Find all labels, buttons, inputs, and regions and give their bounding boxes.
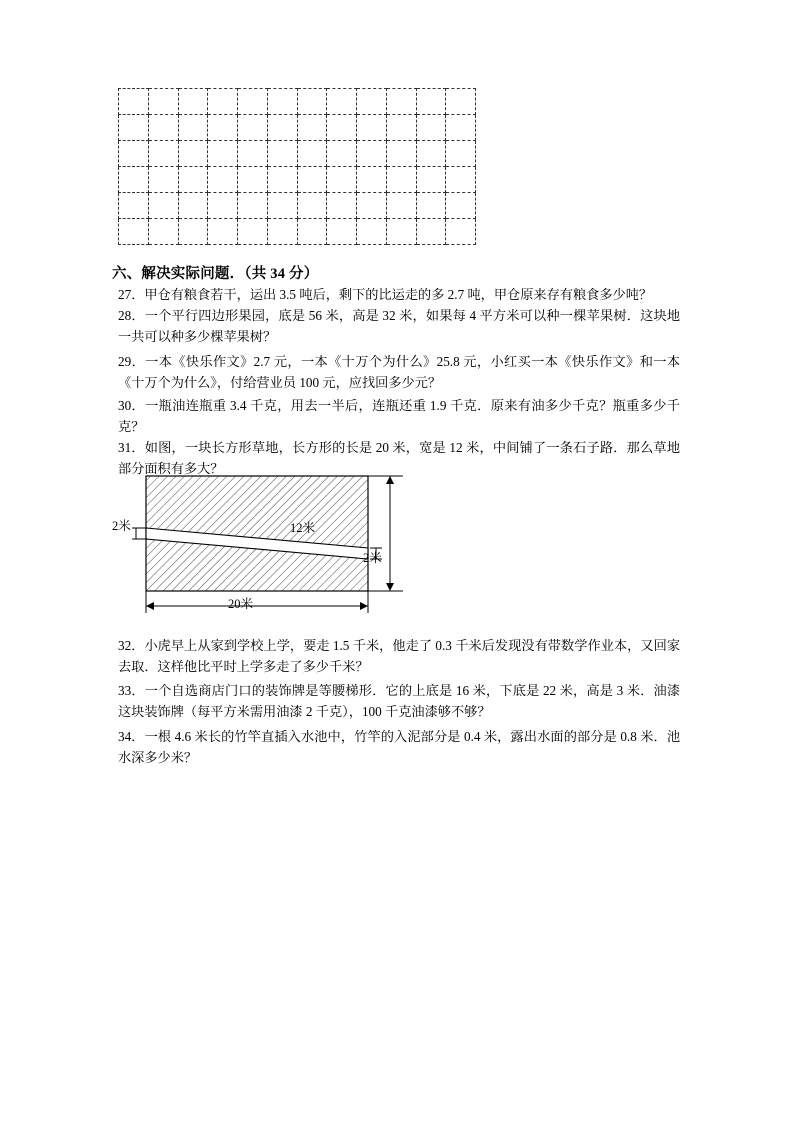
- grid-cell: [267, 89, 297, 115]
- question-32-text: 小虎早上从家到学校上学，要走 1.5 千米，他走了 0.3 千米后发现没有带数学作业本，又回家去取．这样他比平时上学多走了多少千米？: [118, 638, 681, 674]
- grid-cell: [238, 193, 268, 219]
- grid-cell: [119, 193, 149, 219]
- grid-cell: [357, 219, 387, 245]
- grid-cell: [267, 167, 297, 193]
- grid-cell: [238, 89, 268, 115]
- grid-cell: [208, 219, 238, 245]
- question-29: [118, 352, 680, 393]
- question-33: [118, 681, 680, 722]
- grid-cell: [148, 115, 178, 141]
- grid-cell: [119, 115, 149, 141]
- grid-row: [119, 89, 476, 115]
- grid-cell: [357, 89, 387, 115]
- grid-cell: [178, 167, 208, 193]
- grid-cell: [148, 219, 178, 245]
- grid-cell: [327, 219, 357, 245]
- section-heading: 六、解决实际问题．（共 34 分）: [112, 266, 319, 282]
- grid-cell: [238, 141, 268, 167]
- grid-cell: [327, 141, 357, 167]
- grid-row: [119, 167, 476, 193]
- grid-cell: [178, 219, 208, 245]
- grid-cell: [446, 193, 476, 219]
- question-34-number: 34．: [118, 729, 145, 744]
- grid-cell: [238, 219, 268, 245]
- grid-cell: [327, 193, 357, 219]
- grid-cell: [297, 89, 327, 115]
- grid-cell: [148, 193, 178, 219]
- lawn-figure-svg: [118, 466, 428, 616]
- grid-cell: [386, 193, 416, 219]
- grid-cell: [148, 89, 178, 115]
- question-34-text: 一根 4.6 米长的竹竿直插入水池中，竹竿的入泥部分是 0.4 米，露出水面的部分是 0.8 米．池水深多少米？: [118, 729, 681, 765]
- figure-label-height: 12米: [290, 521, 316, 535]
- figure-label-width: 20米: [228, 597, 254, 611]
- grid-cell: [267, 115, 297, 141]
- question-33-text: 一个自选商店门口的装饰牌是等腰梯形．它的上底是 16 米，下底是 22 米，高是 3 米．油漆这块装饰牌（每平方米需用油漆 2 千克），100 千克油漆够不够？: [118, 683, 681, 719]
- grid-cell: [208, 89, 238, 115]
- dashed-grid: [118, 88, 476, 238]
- grid-cell: [208, 141, 238, 167]
- question-32-number: 32．: [118, 638, 145, 653]
- question-30: [118, 396, 680, 437]
- grid-cell: [446, 89, 476, 115]
- question-31-text: 如图，一块长方形草地，长方形的长是 20 米，宽是 12 米，中间铺了一条石子路．那么草地部分面积有多大？: [118, 440, 681, 476]
- grid-cell: [416, 219, 446, 245]
- grid-cell: [297, 219, 327, 245]
- figure-label-left-top: 2米: [112, 519, 131, 533]
- question-28-number: 28．: [118, 308, 145, 323]
- grid-cell: [327, 167, 357, 193]
- grid-table: [118, 88, 476, 245]
- grid-cell: [148, 167, 178, 193]
- grid-cell: [386, 89, 416, 115]
- grid-cell: [386, 115, 416, 141]
- grid-cell: [386, 167, 416, 193]
- grid-row: [119, 115, 476, 141]
- grid-cell: [178, 115, 208, 141]
- grid-cell: [386, 141, 416, 167]
- grid-cell: [119, 219, 149, 245]
- question-34: [118, 727, 680, 768]
- grid-row: [119, 141, 476, 167]
- grid-cell: [119, 141, 149, 167]
- grid-cell: [446, 219, 476, 245]
- grid-cell: [267, 193, 297, 219]
- question-27-text: 甲仓有粮食若干，运出 3.5 吨后，剩下的比运走的多 2.7 吨，甲仓原来存有粮食多少吨？: [144, 287, 653, 302]
- grid-cell: [357, 193, 387, 219]
- question-33-number: 33．: [118, 683, 145, 698]
- grid-row: [119, 219, 476, 245]
- grid-cell: [416, 115, 446, 141]
- grid-cell: [119, 89, 149, 115]
- grid-cell: [208, 167, 238, 193]
- grid-cell: [416, 89, 446, 115]
- question-30-number: 30．: [118, 398, 146, 413]
- grid-cell: [297, 115, 327, 141]
- grid-cell: [208, 115, 238, 141]
- lawn-figure: [112, 466, 428, 616]
- figure-label-right-bottom: 2米: [363, 551, 382, 565]
- grid-cell: [208, 193, 238, 219]
- grid-cell: [446, 115, 476, 141]
- grid-cell: [357, 115, 387, 141]
- question-29-text: 一本《快乐作文》2.7 元，一本《十万个为什么》25.8 元，小红买一本《快乐作文》和一本《十万个为什么》，付给营业员 100 元，应找回多少元？: [118, 354, 681, 390]
- grid-cell: [238, 167, 268, 193]
- grid-cell: [327, 89, 357, 115]
- grid-cell: [446, 167, 476, 193]
- grid-cell: [178, 193, 208, 219]
- question-29-number: 29．: [118, 354, 146, 369]
- grid-cell: [148, 141, 178, 167]
- grid-cell: [357, 141, 387, 167]
- grid-cell: [267, 219, 297, 245]
- question-27: [118, 285, 680, 306]
- grid-cell: [297, 141, 327, 167]
- grid-row: [119, 193, 476, 219]
- grid-cell: [416, 141, 446, 167]
- grid-cell: [238, 115, 268, 141]
- grid-cell: [297, 167, 327, 193]
- question-27-number: 27．: [118, 287, 145, 302]
- grid-cell: [416, 193, 446, 219]
- grid-cell: [446, 141, 476, 167]
- question-28-text: 一个平行四边形果园，底是 56 米，高是 32 米，如果每 4 平方米可以种一棵苹果树．这块地一共可以种多少棵苹果树？: [118, 308, 681, 344]
- question-30-text: 一瓶油连瓶重 3.4 千克，用去一半后，连瓶还重 1.9 千克．原来有油多少千克？瓶重多少千克？: [118, 398, 680, 434]
- question-32: [118, 636, 680, 677]
- grid-cell: [178, 89, 208, 115]
- grid-cell: [297, 193, 327, 219]
- question-31-number: 31．: [118, 440, 145, 455]
- grid-cell: [357, 167, 387, 193]
- grid-cell: [327, 115, 357, 141]
- grid-cell: [416, 167, 446, 193]
- question-28: [118, 306, 680, 347]
- grid-cell: [178, 141, 208, 167]
- grid-cell: [267, 141, 297, 167]
- grid-cell: [386, 219, 416, 245]
- grid-cell: [119, 167, 149, 193]
